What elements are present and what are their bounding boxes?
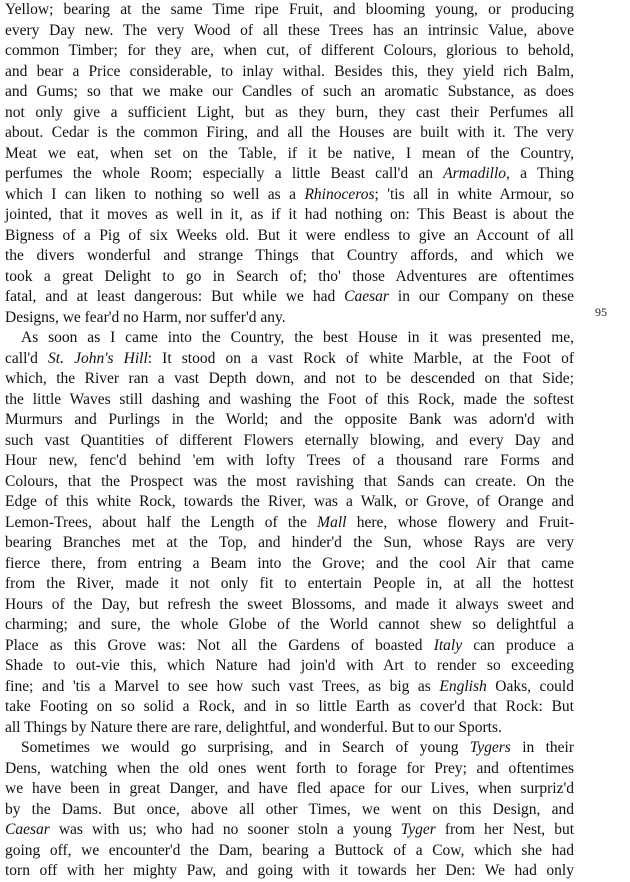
text-segment: Oaks, could bbox=[486, 677, 574, 695]
text-segment: fine; and 'tis a Marvel to see how such vast Trees, as big as bbox=[5, 677, 440, 695]
text-line bbox=[5, 533, 574, 554]
text-line bbox=[5, 595, 574, 616]
italic-text: Tyger bbox=[400, 821, 436, 838]
text-segment: every Day new. The very Wood of all these Trees has an intrinsic Value, above bbox=[5, 21, 574, 39]
text-segment: Bigness of a Pig of six Weeks old. But it were endless to give an Account of all bbox=[5, 226, 574, 244]
margin-page-number: 95 bbox=[595, 305, 607, 319]
body-text bbox=[5, 0, 574, 882]
text-line bbox=[5, 21, 574, 42]
text-segment: jointed, that it moves as well in it, as if it had nothing on: This Beast is about the bbox=[5, 206, 574, 223]
text-segment: ; 'tis all in white Armour, so bbox=[374, 185, 574, 203]
text-line bbox=[5, 62, 574, 83]
text-segment: call'd bbox=[5, 349, 49, 367]
text-segment: charming; and sure, the whole Globe of the World cannot shew so delightful a bbox=[5, 616, 574, 633]
paragraph bbox=[5, 328, 574, 738]
text-line bbox=[5, 410, 574, 431]
text-line bbox=[5, 103, 574, 124]
text-line bbox=[5, 205, 574, 226]
text-segment: by the Dams. But once, above all other Times, we went on this Design, and bbox=[5, 800, 574, 818]
text-segment: going off, we encounter'd the Dam, bearing a Buttock of a Cow, which she had bbox=[5, 841, 574, 859]
text-line bbox=[5, 636, 574, 657]
text-line bbox=[5, 431, 574, 452]
text-line bbox=[5, 759, 574, 780]
text-segment: fatal, and at least dangerous: But while we had bbox=[5, 288, 345, 305]
text-segment: : It stood on a vast Rock of white Marble, at the Foot of bbox=[147, 349, 574, 367]
text-line bbox=[5, 738, 574, 759]
text-segment: and bear a Price considerable, to inlay withal. Besides this, they yield rich Balm, bbox=[5, 62, 574, 80]
text-line bbox=[5, 123, 574, 144]
text-segment: we have been in great Danger, and have fled apace for our Lives, when surpriz'd bbox=[5, 780, 574, 797]
text-line bbox=[5, 554, 574, 575]
text-line bbox=[5, 677, 574, 698]
text-line bbox=[5, 472, 574, 493]
text-segment: Edge of this white Rock, towards the River, was a Walk, or Grove, of Orange and bbox=[5, 493, 574, 510]
book-page bbox=[5, 0, 575, 879]
italic-text: Armadillo bbox=[443, 165, 507, 182]
text-segment: Lemon-Trees, about half the Length of the bbox=[5, 513, 318, 531]
italic-text: Caesar bbox=[344, 288, 389, 305]
text-segment: As soon as I came into the Country, the best House in it was presented me, bbox=[21, 329, 574, 346]
text-segment: which, the River ran a vast Depth down, and not to be descended on that Side; bbox=[5, 370, 574, 387]
text-segment: common Timber; for they are, when cut, of different Colours, glorious to behold, bbox=[5, 42, 574, 59]
text-segment: such vast Quantities of different Flowers eternally blowing, and every Day and bbox=[5, 431, 574, 449]
text-segment: was with us; who had no sooner stoln a young bbox=[49, 821, 401, 838]
text-line bbox=[5, 267, 574, 288]
text-segment: in our Company on these bbox=[388, 288, 575, 305]
italic-text: English bbox=[439, 677, 487, 695]
text-line bbox=[5, 451, 574, 472]
paragraph bbox=[5, 738, 574, 882]
text-line bbox=[5, 82, 574, 103]
text-segment: take Footing on so solid a Rock, and in so little Earth as cover'd that Rock: But bbox=[5, 698, 574, 715]
text-segment: and Gums; so that we make our Candles of such an aromatic Substance, as does bbox=[5, 83, 574, 100]
text-line bbox=[5, 656, 574, 677]
text-line bbox=[5, 800, 574, 821]
italic-text: Mall bbox=[317, 513, 347, 531]
text-line bbox=[5, 820, 574, 841]
italic-text: Tygers bbox=[469, 739, 511, 756]
text-segment: , a Thing bbox=[506, 165, 574, 182]
text-line bbox=[5, 697, 574, 718]
text-line bbox=[5, 369, 574, 390]
text-line bbox=[5, 246, 574, 267]
text-line bbox=[5, 718, 574, 739]
text-segment: bearing Branches met at the Top, and hinder'd the Sun, whose Rays are very bbox=[5, 534, 574, 551]
text-segment: Hour new, fenc'd behind 'em with lofty Trees of a thousand rare Forms and bbox=[5, 452, 574, 469]
text-segment: Dens, watching when the old ones went forth to forage for Prey; and oftentimes bbox=[5, 759, 574, 777]
text-segment: Designs, we fear'd no Harm, nor suffer'd any. bbox=[5, 308, 286, 326]
text-line bbox=[5, 513, 574, 534]
text-segment: in their bbox=[510, 739, 574, 756]
italic-text: St. John's Hill bbox=[48, 349, 148, 367]
text-line bbox=[5, 185, 574, 206]
text-segment: Sometimes we would go surprising, and in Search of young bbox=[21, 739, 470, 756]
text-line bbox=[5, 841, 574, 862]
text-line bbox=[5, 41, 574, 62]
text-segment: from her Nest, but bbox=[435, 821, 575, 838]
text-segment: Shade to out-vie this, which Nature had join'd with Art to render so exceeding bbox=[5, 657, 574, 674]
text-segment: which I can liken to nothing so well as a bbox=[5, 185, 305, 203]
text-line bbox=[5, 0, 574, 21]
italic-text: Rhinoceros bbox=[304, 185, 375, 203]
text-line bbox=[5, 287, 574, 308]
text-segment: torn off with her mighty Paw, and going with it towards her Den: We had only bbox=[5, 862, 574, 879]
text-line bbox=[5, 308, 574, 329]
text-segment: can produce a bbox=[462, 636, 574, 654]
italic-text: Italy bbox=[433, 636, 463, 654]
text-segment: Yellow; bearing at the same Time ripe Fruit, and blooming young, or producing bbox=[5, 1, 574, 18]
text-segment: about. Cedar is the common Firing, and all the Houses are built with it. The very bbox=[5, 124, 574, 141]
text-segment: from the River, made it not only fit to entertain People in, at all the hottest bbox=[5, 575, 574, 592]
text-line bbox=[5, 144, 574, 165]
text-segment: fierce there, from entring a Beam into the Grove; and the cool Air that came bbox=[5, 554, 574, 572]
text-line bbox=[5, 779, 574, 800]
text-line bbox=[5, 328, 574, 349]
text-segment: Murmurs and Purlings in the World; and the opposite Bank was adorn'd with bbox=[5, 411, 574, 428]
text-segment: Colours, that the Prospect was the most ravishing that Sands can create. On the bbox=[5, 472, 574, 490]
text-segment: here, whose flowery and Fruit- bbox=[346, 513, 574, 531]
text-segment: Meat we eat, when set on the Table, if it be native, I mean of the Country, bbox=[5, 144, 574, 162]
text-line bbox=[5, 492, 574, 513]
italic-text: Caesar bbox=[5, 821, 50, 838]
text-segment: Place as this Grove was: Not all the Gardens of boasted bbox=[5, 636, 434, 654]
text-segment: perfumes the whole Room; especially a little Beast call'd an bbox=[5, 165, 444, 182]
text-line bbox=[5, 349, 574, 370]
text-segment: took a great Delight to go in Search of; tho' those Adventures are oftentimes bbox=[5, 267, 574, 285]
text-line bbox=[5, 164, 574, 185]
text-segment: Hours of the Day, but refresh the sweet Blossoms, and made it always sweet and bbox=[5, 595, 574, 613]
text-segment: the little Waves still dashing and washing the Foot of this Rock, made the softest bbox=[5, 390, 574, 408]
text-segment: not only give a sufficient Light, but as they burn, they cast their Perfumes all bbox=[5, 103, 574, 121]
text-segment: the divers wonderful and strange Things that Country affords, and which we bbox=[5, 247, 574, 264]
text-line bbox=[5, 615, 574, 636]
text-line bbox=[5, 390, 574, 411]
text-segment: all Things by Nature there are rare, delightful, and wonderful. But to our Sports. bbox=[5, 718, 502, 736]
text-line bbox=[5, 226, 574, 247]
text-line bbox=[5, 574, 574, 595]
text-line bbox=[5, 861, 574, 882]
paragraph bbox=[5, 0, 574, 328]
